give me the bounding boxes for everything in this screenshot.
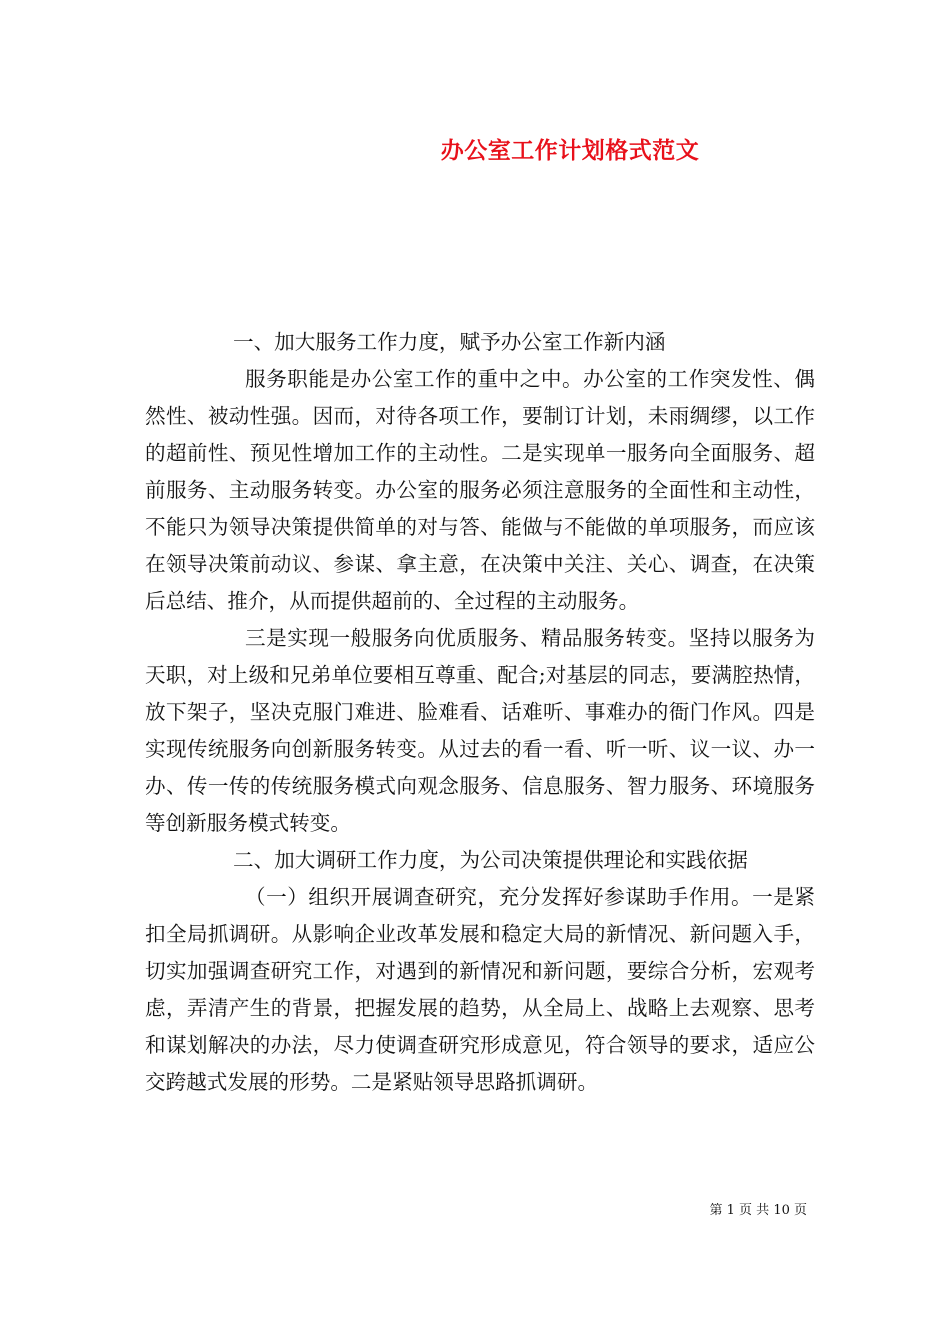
paragraph-3: （一）组织开展调查研究，充分发挥好参谋助手作用。一是紧扣全局抓调研。从影响企业改革发展和稳定大局的新情况、新问题入手，切实加强调查研究工作，对遇到的新情况和新问题，要综合分析，宏观考虑，弄清产生的背景，把握发展的趋势，从全局上、战略上去观察、思考和谋划解决的办法，尽力使调查研究形成意见，符合领导的要求，适应公交跨越式发展的形势。二是紧贴领导思路抓调研。 (145, 885, 815, 1094)
section-heading-1: 一、加大服务工作力度，赋予办公室工作新内涵 (233, 330, 666, 354)
paragraph-2: 三是实现一般服务向优质服务、精品服务转变。坚持以服务为天职，对上级和兄弟单位要相互尊重、配合;对基层的同志，要满腔热情，放下架子，坚决克服门难进、脸难看、话难听、事难办的衙门作风。四是实现传统服务向创新服务转变。从过去的看一看、听一听、议一议、办一办、传一传的传统服务模式向观念服务、信息服务、智力服务、环境服务等创新服务模式转变。 (145, 626, 815, 835)
section-heading-2: 二、加大调研工作力度，为公司决策提供理论和实践依据 (233, 848, 748, 872)
paragraph-1: 服务职能是办公室工作的重中之中。办公室的工作突发性、偶然性、被动性强。因而，对待各项工作，要制订计划，未雨绸缪，以工作的超前性、预见性增加工作的主动性。二是实现单一服务向全面服务、超前服务、主动服务转变。办公室的服务必须注意服务的全面性和主动性，不能只为领导决策提供简单的对与答、能做与不能做的单项服务，而应该在领导决策前动议、参谋、拿主意，在决策中关注、关心、调查，在决策后总结、推介，从而提供超前的、全过程的主动服务。 (145, 367, 815, 613)
document-title: 办公室工作计划格式范文 (440, 137, 700, 164)
page-number: 第 1 页 共 10 页 (709, 1203, 807, 1218)
document-body (145, 324, 815, 1101)
